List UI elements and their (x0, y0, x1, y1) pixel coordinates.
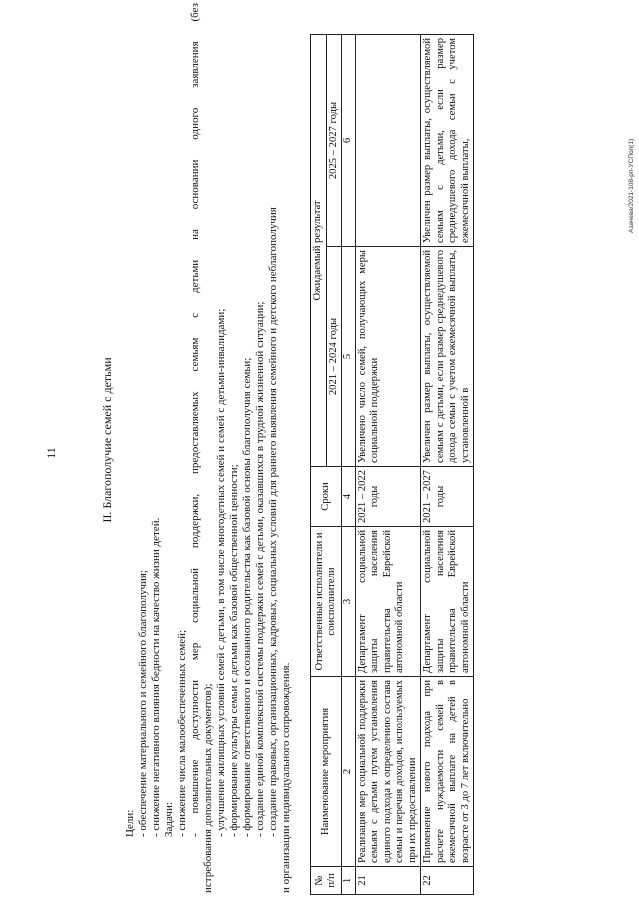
header-terms: Сроки (311, 467, 342, 527)
goals-and-tasks (124, 3, 293, 893)
row-name: Реализация мер социальной поддержки семьям с детьми путем установления единого подхода к определению состава семьи и перечня доходов, используемых при их предоставлении (355, 677, 421, 867)
header-num: № п/п (311, 867, 342, 895)
goals-label: Цели: (124, 809, 136, 837)
header-responsible: Ответственные исполнители и соисполнители (311, 527, 342, 677)
table-row (421, 35, 474, 895)
row-result-2 (355, 35, 421, 247)
task-item: и организации индивидуального сопровождения. (279, 662, 292, 893)
task-item: - создание единой комплексной системы поддержки семей с детьми, оказавшихся в трудной жизненной ситуации; (253, 301, 266, 837)
task-item: - повышение доступности мер социальной поддержки, предоставляемых семьям с детьми на основании одного заявления (без (188, 3, 201, 837)
goal-item: - снижение негативного влияния бедности на качество жизни детей. (149, 517, 162, 837)
document-footer-code: Азачева/2021-108-рп-УСПол(1) (628, 138, 635, 233)
task-item: истребования дополнительных документов); (201, 683, 214, 893)
column-number-row (342, 35, 356, 895)
row-responsible: Департамент социальной защиты населения правительства Еврейской автономной области (421, 527, 474, 677)
column-number: 4 (342, 467, 356, 527)
column-number: 2 (342, 677, 356, 867)
row-result-2: Увеличен размер выплаты, осуществляемой семьям с детьми, если размер среднедушевого дохода семьи с учетом ежемесячной выплаты, (421, 35, 474, 247)
header-name: Наименование мероприятия (311, 677, 342, 867)
header-expected: Ожидаемый результат (311, 35, 327, 467)
table-header-row (311, 35, 327, 895)
row-num: 22 (421, 867, 474, 895)
row-result-1: Увеличено число семей, получающих меры социальной поддержки (355, 247, 421, 467)
action-plan-table (310, 34, 474, 895)
header-period-1: 2021 – 2024 годы (326, 247, 342, 467)
table-row (355, 35, 421, 895)
header-period-2: 2025 – 2027 годы (326, 35, 342, 247)
tasks-label: Задачи: (162, 802, 175, 837)
column-number: 1 (342, 867, 356, 895)
task-item: - формирование ответственного и осознанного родительства как базовой основы благополучия семьи; (240, 357, 253, 837)
goal-item: - обеспечение материального и семейного благополучия; (136, 570, 149, 837)
row-name: Применение нового подхода при расчете нуждаемости семей в ежемесячной выплате на детей в возрасте от 3 до 7 лет включительно (421, 677, 474, 867)
row-terms: 2021 – 2027 годы (421, 467, 474, 527)
page-number: 11 (44, 447, 58, 459)
task-item: - улучшение жилищных условий семей с детьми, в том числе многодетных семей и семей с детьми-инвалидами; (214, 308, 227, 837)
column-number: 6 (342, 35, 356, 247)
row-num: 21 (355, 867, 421, 895)
task-item: - снижение числа малообеспеченных семей; (175, 629, 188, 837)
row-responsible: Департамент социальной защиты населения правительства Еврейской автономной области (355, 527, 421, 677)
section-title: II. Благополучие семей с детьми (100, 357, 114, 523)
task-item: - создание правовых, организационных, кадровых, социальных условий для раннего выявления семейного и детского неблагополучия (266, 207, 279, 837)
row-result-1: Увеличен размер выплаты, осуществляемой семьям с детьми, если размер среднедушевого дохода семьи с учетом ежемесячной выплаты, установленной в (421, 247, 474, 467)
column-number: 5 (342, 247, 356, 467)
task-item: - формирование культуры семьи с детьми как базовой общественной ценности; (227, 464, 240, 837)
row-terms: 2021 – 2022 годы (355, 467, 421, 527)
column-number: 3 (342, 527, 356, 677)
